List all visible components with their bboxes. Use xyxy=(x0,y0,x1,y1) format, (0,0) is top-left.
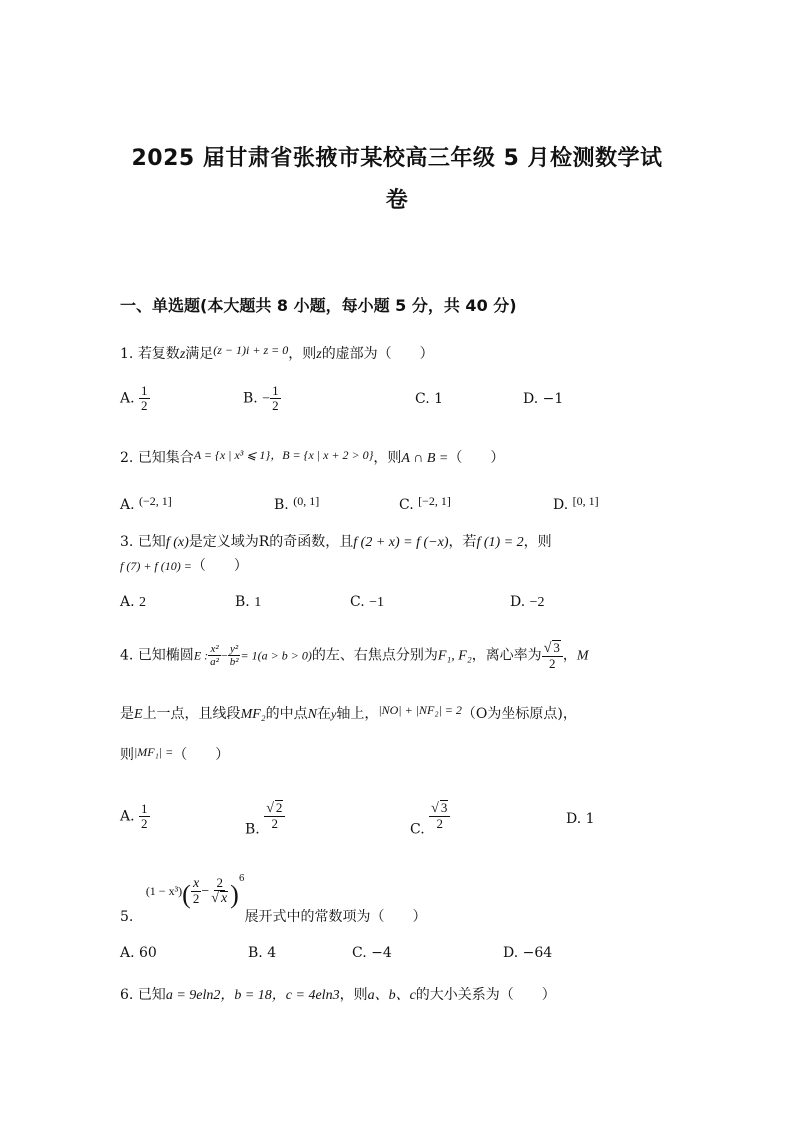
title-line-1: 2025 届甘肃省张掖市某校高三年级 5 月检测数学试 xyxy=(131,146,663,171)
q3-functional-equation: f (2 + x) = f (−x) xyxy=(353,535,449,550)
q4-distance-condition: |NO| + |NF₂| = 2 xyxy=(378,703,462,717)
q4-ellipse-condition: = 1(a > b > 0) xyxy=(240,648,312,663)
q3-sum-expression: f (7) + f (10) = xyxy=(120,559,192,573)
q1-option-b-fraction: $\frac{1}{2}$ xyxy=(272,383,279,413)
q4-eccentricity: $\frac{√ 3}{2}$ xyxy=(542,640,563,671)
document-title xyxy=(100,138,694,222)
q2-intersection: A ∩ B = xyxy=(401,451,449,466)
question-1: 1. 若复数z满足(z − 1)i + z = 0，则z的虚部为（ ） xyxy=(120,343,434,362)
q3-option-b[interactable]: B. 1 xyxy=(235,594,262,610)
q4-option-b[interactable]: B. $\frac{√ 2}{2}$ xyxy=(245,800,285,838)
q1-option-d[interactable]: D. −1 xyxy=(523,391,564,407)
question-5: 5. (1 − x³)( $\frac{x}{2}$ − $\frac{2}{√ x}$ )$^6$展开式中的常数项为（ ） xyxy=(120,874,427,925)
q4-option-a[interactable]: A. $\frac{1}{2}$ xyxy=(120,801,148,831)
q4-mf1: |MF₁| = xyxy=(134,745,174,759)
q4-option-c[interactable]: C. $\frac{√ 3}{2}$ xyxy=(410,800,450,838)
q4-x-fraction: $\frac{\text{x²}}{\text{a²}}$ xyxy=(210,643,219,668)
question-4: 4. 已知椭圆E : $\frac{\text{x²}}{\text{a²}}$ − $\frac{\text{y²}}{\text{b²}}$ = 1(a > b > 0)的左、右焦点分别为F₁, F₂，离心率为 $\frac{√ 3}{2}$ ，M xyxy=(120,640,589,671)
question-4-line-3: 则|MF₁| =（ ） xyxy=(120,745,230,763)
q4-option-d[interactable]: D. 1 xyxy=(566,811,595,827)
section-heading: 一、单选题(本大题共 8 小题，每小题 5 分，共 40 分) xyxy=(120,296,517,315)
q1-option-a-fraction: $\frac{1}{2}$ xyxy=(141,383,148,413)
q3-option-a[interactable]: A. 2 xyxy=(120,594,147,610)
q2-option-c[interactable]: C. [−2, 1] xyxy=(399,494,451,513)
q4-y-fraction: $\frac{\text{y²}}{\text{b²}}$ xyxy=(229,643,239,668)
q3-option-c[interactable]: C. −1 xyxy=(350,594,385,610)
q2-option-b[interactable]: B. (0, 1] xyxy=(274,494,320,513)
question-2: 2. 已知集合A = {x | x³ ⩽ 1}，B = {x | x + 2 > 0}，则A ∩ B =（ ） xyxy=(120,448,505,466)
question-4-line-2: 是E上一点，且线段MF₂的中点N在y轴上，|NO| + |NF₂| = 2（O为坐标原点)， xyxy=(120,703,577,722)
q5-option-a[interactable]: A. 60 xyxy=(120,945,157,961)
q4-foci: F₁, F₂ xyxy=(437,648,472,664)
question-3-line-2: f (7) + f (10) =（ ） xyxy=(120,558,248,574)
q2-option-a[interactable]: A. (−2, 1] xyxy=(120,494,172,513)
q2-sets: A = {x | x³ ⩽ 1}，B = {x | x + 2 > 0} xyxy=(193,448,374,462)
q3-option-d[interactable]: D. −2 xyxy=(510,594,545,610)
title-line-2: 卷 xyxy=(385,188,409,213)
question-3: 3. 已知f (x)是定义域为R的奇函数，且f (2 + x) = f (−x)，若f (1) = 2，则 xyxy=(120,534,552,550)
q5-option-b[interactable]: B. 4 xyxy=(248,945,277,961)
question-6: 6. 已知a = 9eln2，b = 18，c = 4eln3，则a、b、c的大小关系为（ ） xyxy=(120,987,556,1003)
q1-option-c[interactable]: C. 1 xyxy=(415,391,444,407)
q6-definitions: a = 9eln2，b = 18，c = 4eln3 xyxy=(165,988,340,1003)
q2-option-d[interactable]: D. [0, 1] xyxy=(553,494,599,513)
q1-equation: (z − 1)i + z = 0 xyxy=(213,343,289,357)
q5-option-c[interactable]: C. −4 xyxy=(352,945,392,961)
q1-option-b[interactable]: B. − $\frac{1}{2}$ xyxy=(243,383,279,413)
q5-option-d[interactable]: D. −64 xyxy=(503,945,553,961)
q5-factor: (1 − x³) xyxy=(145,884,183,898)
q1-option-a[interactable]: A. $\frac{1}{2}$ xyxy=(120,383,148,413)
